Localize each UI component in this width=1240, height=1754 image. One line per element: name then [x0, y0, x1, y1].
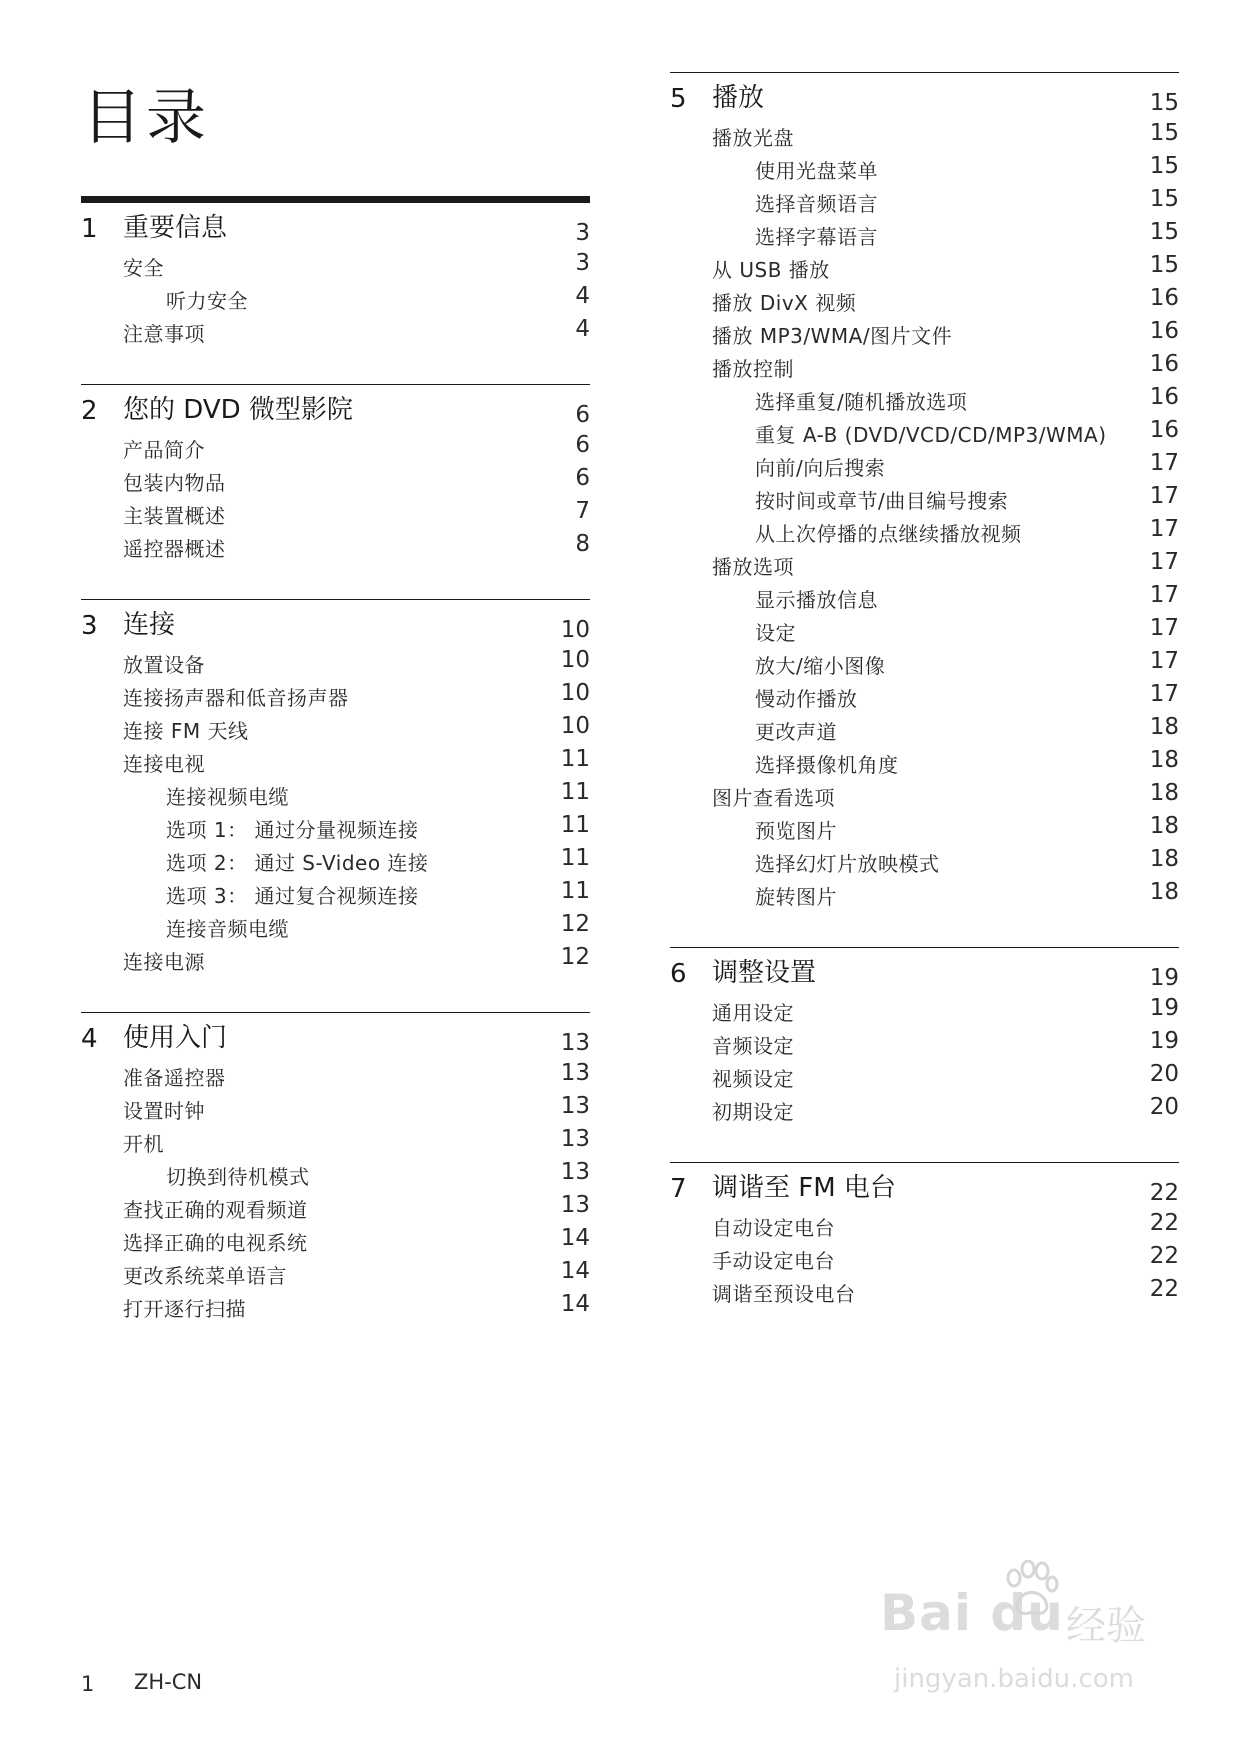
entry-label: 遥控器概述 — [123, 537, 226, 561]
chapter-1 — [81, 196, 590, 345]
entry-label: 开机 — [123, 1132, 164, 1156]
chapter-3 — [81, 599, 590, 973]
entry-label: 更改系统菜单语言 — [123, 1264, 287, 1288]
entry-label: 使用光盘菜单 — [755, 159, 878, 183]
entry-label: 手动设定电台 — [712, 1249, 835, 1273]
entry-label: 切换到待机模式 — [166, 1165, 310, 1189]
entry-label: 安全 — [123, 256, 164, 280]
entry-page: 19 — [1149, 1028, 1179, 1054]
chapter-heading[interactable] — [670, 1163, 1179, 1206]
chapter-title: 调谐至 FM 电台 — [712, 1173, 896, 1203]
toc-entry[interactable] — [670, 446, 1179, 479]
toc-entry[interactable] — [81, 1188, 590, 1221]
toc-entry[interactable] — [670, 479, 1179, 512]
entry-label: 包装内物品 — [123, 471, 226, 495]
entry-label: 从 USB 播放 — [712, 258, 830, 282]
entry-label: 产品简介 — [123, 438, 205, 462]
entry-page: 12 — [560, 944, 590, 970]
entry-page: 15 — [1149, 186, 1179, 212]
entry-label: 按时间或章节/曲目编号搜索 — [755, 489, 1009, 513]
toc-entry[interactable] — [81, 841, 590, 874]
entry-label: 初期设定 — [712, 1100, 794, 1124]
chapter-number: 3 — [81, 611, 98, 641]
entry-page: 7 — [575, 498, 590, 524]
chapter-title: 使用入门 — [123, 1023, 228, 1053]
toc-entry[interactable] — [670, 248, 1179, 281]
watermark-brand: Bai du — [880, 1584, 1064, 1642]
chapter-title: 您的 DVD 微型影院 — [123, 395, 353, 425]
entry-label: 选择音频语言 — [755, 192, 878, 216]
entry-page: 22 — [1149, 1210, 1179, 1236]
chapter-number: 1 — [81, 214, 98, 244]
entry-page: 20 — [1149, 1094, 1179, 1120]
entry-label: 图片查看选项 — [712, 786, 835, 810]
toc-entry[interactable] — [81, 1155, 590, 1188]
toc-entry[interactable] — [670, 611, 1179, 644]
baidu-watermark — [880, 1560, 1170, 1710]
toc-entry[interactable] — [81, 1056, 590, 1089]
entry-label: 选择摄像机角度 — [755, 753, 899, 777]
toc-entry[interactable] — [81, 775, 590, 808]
toc-entry[interactable] — [670, 842, 1179, 875]
entry-page: 14 — [560, 1291, 590, 1317]
chapter-page: 10 — [560, 617, 590, 643]
entry-page: 13 — [560, 1060, 590, 1086]
chapter-number: 4 — [81, 1024, 98, 1054]
toc-entry[interactable] — [81, 527, 590, 560]
entry-page: 17 — [1149, 450, 1179, 476]
entry-label: 播放 MP3/WMA/图片文件 — [712, 324, 953, 348]
toc-entry[interactable] — [81, 940, 590, 973]
entry-label: 设置时钟 — [123, 1099, 205, 1123]
chapter-title: 调整设置 — [712, 958, 817, 988]
entry-label: 连接视频电缆 — [166, 785, 289, 809]
toc-entry[interactable] — [670, 347, 1179, 380]
toc-column-left — [81, 196, 590, 1359]
entry-page: 13 — [560, 1192, 590, 1218]
entry-page: 15 — [1149, 252, 1179, 278]
toc-entry[interactable] — [81, 312, 590, 345]
entry-label: 准备遥控器 — [123, 1066, 226, 1090]
toc-entry[interactable] — [670, 281, 1179, 314]
toc-entry[interactable] — [670, 677, 1179, 710]
chapter-heading[interactable] — [81, 385, 590, 428]
entry-page: 10 — [560, 647, 590, 673]
entry-page: 19 — [1149, 995, 1179, 1021]
entry-page: 3 — [575, 250, 590, 276]
chapter-page: 22 — [1149, 1180, 1179, 1206]
chapter-title: 重要信息 — [123, 213, 228, 243]
entry-label: 播放光盘 — [712, 126, 794, 150]
toc-entry[interactable] — [670, 149, 1179, 182]
toc-entry[interactable] — [670, 215, 1179, 248]
chapter-page: 6 — [575, 402, 590, 428]
entry-label: 自动设定电台 — [712, 1216, 835, 1240]
toc-entry[interactable] — [670, 380, 1179, 413]
chapter-heading[interactable] — [81, 1013, 590, 1056]
chapter-page: 3 — [575, 220, 590, 246]
toc-entry[interactable] — [670, 1272, 1179, 1305]
toc-entry[interactable] — [670, 1057, 1179, 1090]
toc-entry[interactable] — [670, 776, 1179, 809]
toc-entry[interactable] — [81, 1254, 590, 1287]
toc-entry[interactable] — [670, 644, 1179, 677]
entry-page: 16 — [1149, 384, 1179, 410]
entry-page: 18 — [1149, 747, 1179, 773]
chapter-page: 19 — [1149, 965, 1179, 991]
toc-entry[interactable] — [81, 874, 590, 907]
entry-label: 重复 A-B (DVD/VCD/CD/MP3/WMA) — [755, 423, 1107, 447]
toc-entry[interactable] — [81, 1287, 590, 1320]
toc-entry[interactable] — [81, 1221, 590, 1254]
paw-icon — [1000, 1560, 1064, 1620]
entry-page: 16 — [1149, 318, 1179, 344]
entry-page: 12 — [560, 911, 590, 937]
toc-entry[interactable] — [81, 643, 590, 676]
entry-label: 听力安全 — [166, 289, 248, 313]
toc-entry[interactable] — [670, 1090, 1179, 1123]
entry-page: 16 — [1149, 351, 1179, 377]
chapter-heading[interactable] — [670, 73, 1179, 116]
entry-label: 选择字幕语言 — [755, 225, 878, 249]
entry-page: 10 — [560, 680, 590, 706]
entry-page: 17 — [1149, 582, 1179, 608]
toc-entry[interactable] — [81, 494, 590, 527]
entry-page: 17 — [1149, 549, 1179, 575]
toc-entry[interactable] — [670, 1024, 1179, 1057]
language-code: ZH-CN — [134, 1670, 203, 1694]
toc-entry[interactable] — [670, 578, 1179, 611]
toc-entry[interactable] — [670, 413, 1179, 446]
entry-page: 13 — [560, 1159, 590, 1185]
toc-entry[interactable] — [81, 461, 590, 494]
chapter-title: 播放 — [712, 83, 765, 113]
chapter-divider — [81, 196, 590, 203]
toc-entry[interactable] — [81, 1122, 590, 1155]
chapter-title: 连接 — [123, 610, 176, 640]
entry-page: 13 — [560, 1093, 590, 1119]
entry-label: 选项 1： 通过分量视频连接 — [166, 818, 419, 842]
entry-label: 播放 DivX 视频 — [712, 291, 857, 315]
chapter-heading[interactable] — [670, 948, 1179, 991]
entry-page: 11 — [560, 812, 590, 838]
entry-label: 放置设备 — [123, 653, 205, 677]
toc-entry[interactable] — [81, 279, 590, 312]
entry-page: 18 — [1149, 879, 1179, 905]
entry-page: 13 — [560, 1126, 590, 1152]
entry-label: 选择正确的电视系统 — [123, 1231, 308, 1255]
toc-entry[interactable] — [81, 246, 590, 279]
watermark-url: jingyan.baidu.com — [894, 1664, 1134, 1694]
chapter-page: 15 — [1149, 90, 1179, 116]
entry-page: 16 — [1149, 285, 1179, 311]
toc-entry[interactable] — [81, 907, 590, 940]
entry-label: 显示播放信息 — [755, 588, 878, 612]
entry-label: 预览图片 — [755, 819, 837, 843]
entry-page: 20 — [1149, 1061, 1179, 1087]
entry-page: 11 — [560, 746, 590, 772]
entry-page: 11 — [560, 878, 590, 904]
entry-page: 18 — [1149, 714, 1179, 740]
watermark-product: 经验 — [1066, 1603, 1146, 1649]
entry-page: 15 — [1149, 219, 1179, 245]
toc-entry[interactable] — [670, 809, 1179, 842]
toc-entry[interactable] — [670, 743, 1179, 776]
entry-page: 15 — [1149, 153, 1179, 179]
toc-entry[interactable] — [670, 710, 1179, 743]
chapter-number: 5 — [670, 84, 687, 114]
entry-page: 4 — [575, 283, 590, 309]
entry-page: 6 — [575, 432, 590, 458]
entry-page: 17 — [1149, 648, 1179, 674]
entry-label: 连接音频电缆 — [166, 917, 289, 941]
toc-entry[interactable] — [81, 742, 590, 775]
entry-label: 向前/向后搜索 — [755, 456, 886, 480]
entry-page: 17 — [1149, 681, 1179, 707]
chapter-2 — [81, 384, 590, 560]
toc-column-right — [670, 72, 1179, 1344]
entry-label: 连接扬声器和低音扬声器 — [123, 686, 349, 710]
entry-page: 22 — [1149, 1243, 1179, 1269]
entry-label: 放大/缩小图像 — [755, 654, 886, 678]
toc-entry[interactable] — [670, 1206, 1179, 1239]
chapter-number: 7 — [670, 1174, 687, 1204]
entry-page: 8 — [575, 531, 590, 557]
chapter-page: 13 — [560, 1030, 590, 1056]
entry-label: 注意事项 — [123, 322, 205, 346]
entry-page: 22 — [1149, 1276, 1179, 1302]
entry-page: 14 — [560, 1258, 590, 1284]
entry-label: 播放选项 — [712, 555, 794, 579]
entry-page: 17 — [1149, 615, 1179, 641]
toc-entry[interactable] — [670, 512, 1179, 545]
entry-page: 17 — [1149, 483, 1179, 509]
entry-page: 18 — [1149, 813, 1179, 839]
page-title: 目录 — [82, 83, 210, 153]
toc-entry[interactable] — [81, 709, 590, 742]
entry-label: 音频设定 — [712, 1034, 794, 1058]
chapter-heading[interactable] — [81, 203, 590, 246]
entry-page: 16 — [1149, 417, 1179, 443]
entry-label: 慢动作播放 — [755, 687, 858, 711]
entry-label: 视频设定 — [712, 1067, 794, 1091]
entry-label: 主装置概述 — [123, 504, 226, 528]
toc-entry[interactable] — [670, 182, 1179, 215]
entry-page: 18 — [1149, 780, 1179, 806]
chapter-4 — [81, 1012, 590, 1320]
entry-page: 4 — [575, 316, 590, 342]
toc-entry[interactable] — [670, 991, 1179, 1024]
entry-page: 11 — [560, 845, 590, 871]
chapter-6 — [670, 947, 1179, 1123]
entry-label: 设定 — [755, 621, 796, 645]
toc-entry[interactable] — [81, 1089, 590, 1122]
entry-page: 14 — [560, 1225, 590, 1251]
chapter-number: 6 — [670, 959, 687, 989]
entry-page: 10 — [560, 713, 590, 739]
toc-entry[interactable] — [670, 116, 1179, 149]
entry-label: 从上次停播的点继续播放视频 — [755, 522, 1022, 546]
entry-page: 11 — [560, 779, 590, 805]
entry-label: 更改声道 — [755, 720, 837, 744]
page-number: 1 — [81, 1672, 95, 1696]
chapter-7 — [670, 1162, 1179, 1305]
toc-entry[interactable] — [670, 1239, 1179, 1272]
entry-label: 选择幻灯片放映模式 — [755, 852, 940, 876]
entry-page: 15 — [1149, 120, 1179, 146]
entry-label: 选项 3： 通过复合视频连接 — [166, 884, 419, 908]
entry-label: 播放控制 — [712, 357, 794, 381]
entry-label: 连接电视 — [123, 752, 205, 776]
toc-entry[interactable] — [81, 808, 590, 841]
entry-label: 选项 2： 通过 S-Video 连接 — [166, 851, 429, 875]
entry-label: 调谐至预设电台 — [712, 1282, 856, 1306]
chapter-5 — [670, 72, 1179, 908]
toc-entry[interactable] — [670, 314, 1179, 347]
entry-page: 18 — [1149, 846, 1179, 872]
entry-label: 选择重复/随机播放选项 — [755, 390, 968, 414]
entry-label: 连接 FM 天线 — [123, 719, 249, 743]
chapter-number: 2 — [81, 396, 98, 426]
chapter-heading[interactable] — [81, 600, 590, 643]
toc-entry[interactable] — [670, 545, 1179, 578]
toc-entry[interactable] — [670, 875, 1179, 908]
entry-page: 17 — [1149, 516, 1179, 542]
toc-entry[interactable] — [81, 428, 590, 461]
entry-page: 6 — [575, 465, 590, 491]
toc-entry[interactable] — [81, 676, 590, 709]
entry-label: 连接电源 — [123, 950, 205, 974]
entry-label: 查找正确的观看频道 — [123, 1198, 308, 1222]
entry-label: 打开逐行扫描 — [123, 1297, 246, 1321]
entry-label: 旋转图片 — [755, 885, 837, 909]
entry-label: 通用设定 — [712, 1001, 794, 1025]
